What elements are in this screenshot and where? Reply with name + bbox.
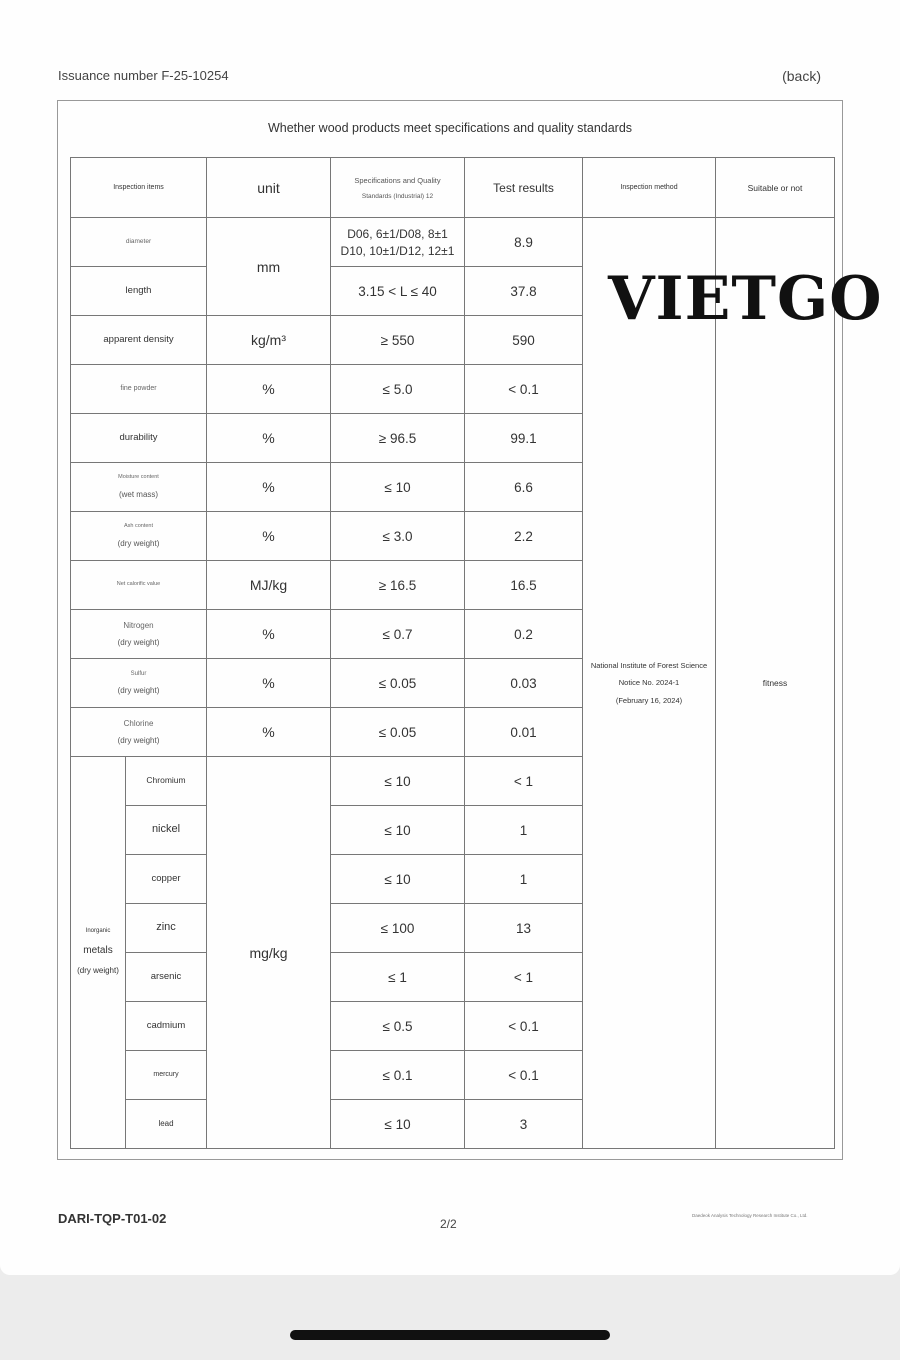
row-result: 2.2 [465, 512, 583, 561]
metal-item: arsenic [126, 953, 207, 1002]
metal-result: 1 [465, 806, 583, 855]
metal-spec: ≤ 10 [331, 806, 465, 855]
row-spec: ≥ 550 [331, 316, 465, 365]
inorganic-metals-group [71, 757, 126, 1149]
row-unit: % [207, 463, 331, 512]
header-test-results: Test results [465, 158, 583, 218]
row-item-sub: (dry weight) [117, 736, 160, 745]
row-spec: 3.15 < L ≤ 40 [331, 267, 465, 316]
row-item: Nitrogen [123, 620, 154, 630]
row-item: Chlorine [123, 718, 154, 728]
metal-spec: ≤ 0.5 [331, 1002, 465, 1051]
method-line1: National Institute of Forest Science [590, 661, 708, 671]
metal-result: < 0.1 [465, 1051, 583, 1100]
header-spec [331, 158, 465, 218]
metal-result: < 1 [465, 757, 583, 806]
metal-spec: ≤ 10 [331, 855, 465, 904]
row-unit: % [207, 659, 331, 708]
metal-item: lead [126, 1100, 207, 1149]
header-inspection-method: Inspection method [583, 158, 716, 218]
row-item-sub: (dry weight) [117, 685, 160, 695]
row-unit: mm [207, 218, 331, 316]
row-spec: ≤ 10 [331, 463, 465, 512]
metal-result: 1 [465, 855, 583, 904]
header-inspection-items: Inspection items [71, 158, 207, 218]
vietgo-watermark: VIETGO [608, 264, 883, 334]
row-item-sub: (dry weight) [117, 539, 160, 549]
inspection-method-cell [583, 218, 716, 1149]
row-spec: ≥ 96.5 [331, 414, 465, 463]
method-line3: (February 16, 2024) [615, 695, 683, 705]
row-spec: ≥ 16.5 [331, 561, 465, 610]
metals-line2: metals [83, 944, 113, 956]
row-spec: ≤ 3.0 [331, 512, 465, 561]
page-side-label: (back) [782, 68, 821, 84]
row-spec-line2: D10, 10±1/D12, 12±1 [340, 243, 455, 258]
row-item: length [71, 267, 207, 316]
document-code: DARI-TQP-T01-02 [58, 1211, 167, 1226]
row-item: Ash content [123, 522, 154, 529]
institute-name: Daedeok Analysis Technology Research Institute Co., Ltd. [692, 1213, 808, 1218]
table-title: Whether wood products meet specifications and quality standards [267, 121, 633, 135]
row-item-sub: (dry weight) [117, 638, 160, 647]
metal-spec: ≤ 10 [331, 1100, 465, 1149]
issuance-number: Issuance number F-25-10254 [58, 68, 229, 83]
metal-result: 3 [465, 1100, 583, 1149]
header-row [71, 158, 835, 218]
metal-spec: ≤ 100 [331, 904, 465, 953]
home-indicator[interactable] [290, 1330, 610, 1340]
metals-unit: mg/kg [207, 757, 331, 1149]
row-unit: % [207, 365, 331, 414]
row-item: fine powder [120, 385, 157, 393]
metal-spec: ≤ 10 [331, 757, 465, 806]
row-item: Sulfur [130, 671, 147, 678]
metal-result: < 0.1 [465, 1002, 583, 1051]
row-unit: MJ/kg [207, 561, 331, 610]
metal-item: mercury [126, 1051, 207, 1100]
suitability-cell: fitness [716, 218, 835, 1149]
row-item-sub: (wet mass) [118, 490, 159, 500]
metal-result: 13 [465, 904, 583, 953]
row-item: diameter [125, 238, 152, 246]
header-unit: unit [207, 158, 331, 218]
metal-item: copper [126, 855, 207, 904]
row-result: 0.2 [465, 610, 583, 659]
row-spec: D06, 6±1/D08, 8±1 [347, 226, 448, 241]
row-unit: % [207, 512, 331, 561]
row-result: 0.01 [465, 708, 583, 757]
metal-item: nickel [126, 806, 207, 855]
page-number: 2/2 [440, 1217, 457, 1231]
table-row [71, 218, 835, 267]
row-item: Net calorific value [116, 581, 161, 588]
row-unit: % [207, 414, 331, 463]
row-item: apparent density [71, 316, 207, 365]
row-item: Moisture content [118, 473, 159, 480]
row-result: < 0.1 [465, 365, 583, 414]
row-item: durability [71, 414, 207, 463]
row-result: 99.1 [465, 414, 583, 463]
metal-item: Chromium [126, 757, 207, 806]
row-unit: % [207, 610, 331, 659]
header-spec-line2: Standards (Industrial) 12 [361, 192, 434, 200]
header-spec-line1: Specifications and Quality [354, 175, 441, 185]
row-spec: ≤ 5.0 [331, 365, 465, 414]
row-result: 16.5 [465, 561, 583, 610]
row-spec: ≤ 0.05 [331, 708, 465, 757]
metal-spec: ≤ 1 [331, 953, 465, 1002]
method-line2: Notice No. 2024-1 [618, 678, 680, 688]
metals-line1: Inorganic [85, 927, 111, 934]
row-result: 37.8 [465, 267, 583, 316]
metal-item: zinc [126, 904, 207, 953]
row-spec: ≤ 0.05 [331, 659, 465, 708]
row-unit: % [207, 708, 331, 757]
row-unit: kg/m³ [207, 316, 331, 365]
metals-line3: (dry weight) [77, 965, 119, 975]
metal-item: cadmium [126, 1002, 207, 1051]
row-result: 6.6 [465, 463, 583, 512]
header-suitable: Suitable or not [716, 158, 835, 218]
metal-result: < 1 [465, 953, 583, 1002]
metal-spec: ≤ 0.1 [331, 1051, 465, 1100]
row-spec: ≤ 0.7 [331, 610, 465, 659]
row-result: 590 [465, 316, 583, 365]
row-result: 8.9 [465, 218, 583, 267]
row-result: 0.03 [465, 659, 583, 708]
